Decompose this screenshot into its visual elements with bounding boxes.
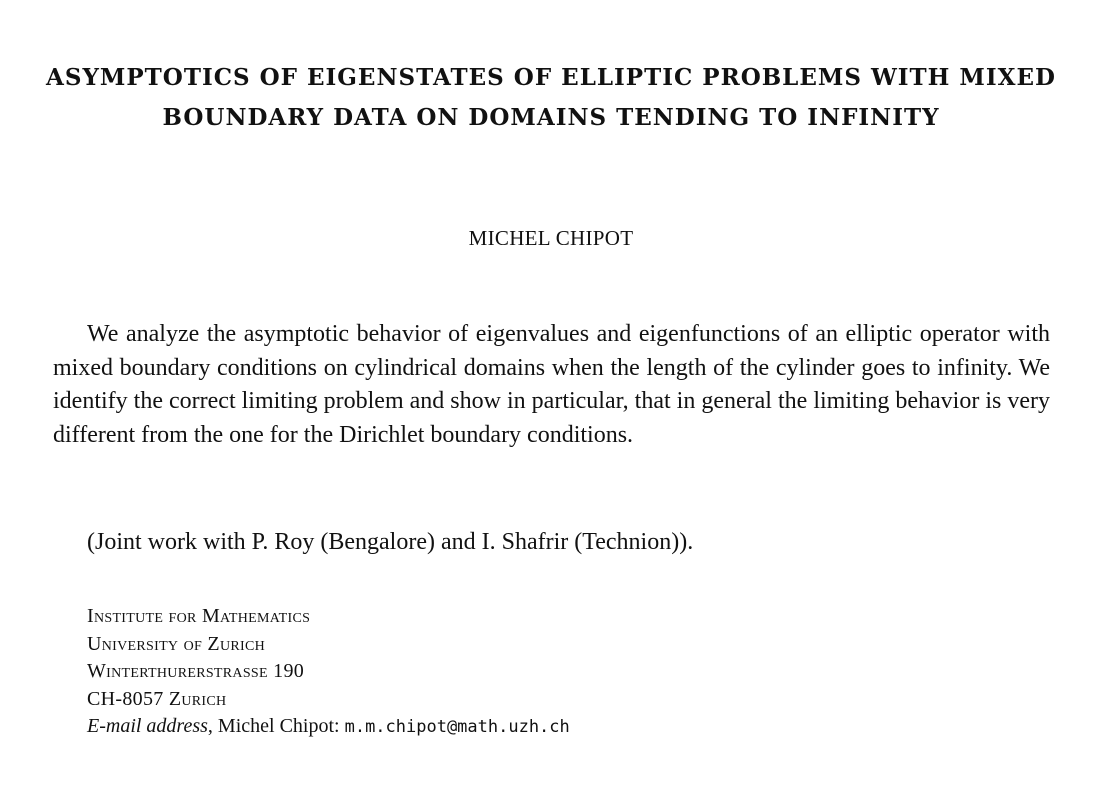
email-line xyxy=(87,713,787,742)
abstract-text: We analyze the asymptotic behavior of eigenvalues and eigenfunctions of an elliptic operator with mixed boundary conditions on cylindrical domains when the length of the cylinder goes to infinity. We identify the correct limiting problem and show in particular, that in general the limiting behavior is very different from the one for the Dirichlet boundary conditions. xyxy=(53,321,1050,448)
author-name: MICHEL CHIPOT xyxy=(468,226,634,250)
address-institute: Institute for Mathematics xyxy=(87,605,311,627)
email-address[interactable]: m.m.chipot@math.uzh.ch xyxy=(344,717,570,737)
joint-work-note: (Joint work with P. Roy (Bengalore) and I. Shafrir (Technion)). xyxy=(87,529,694,555)
paper-title: ASYMPTOTICS OF EIGENSTATES OF ELLIPTIC PROBLEMS WITH MIXED BOUNDARY DATA ON DOMAINS TENDING TO INFINITY xyxy=(46,64,1056,131)
email-separator: , Michel Chipot: xyxy=(207,715,345,737)
author-address xyxy=(87,603,787,742)
address-university: University of Zurich xyxy=(87,632,265,655)
address-street: Winterthurerstrasse 190 xyxy=(87,660,305,682)
address-city: CH-8057 Zurich xyxy=(87,687,227,710)
email-label: E-mail address xyxy=(87,715,208,737)
